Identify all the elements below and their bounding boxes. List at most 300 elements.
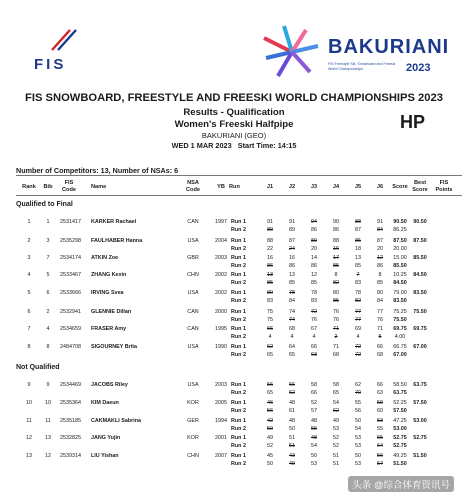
cell-judge-3: 85 xyxy=(311,280,317,286)
cell-best-score: 84.50 xyxy=(413,272,427,278)
col-score: Score xyxy=(392,184,408,190)
cell-judge-2: 61 xyxy=(289,408,295,414)
cell-judge-2: 65 xyxy=(289,352,295,358)
cell-judge-4: 54 xyxy=(333,400,339,406)
cell-best-score: 83.50 xyxy=(413,290,427,296)
cell-yb: 1997 xyxy=(215,219,227,225)
col-j1: J1 xyxy=(266,184,274,190)
fis-logo xyxy=(28,28,88,76)
cell-judge-3: 86 xyxy=(311,263,317,269)
venue: BAKURIANI (GEO) xyxy=(201,131,267,140)
cell-score: 85.50 xyxy=(393,263,407,269)
cell-score: 79.00 xyxy=(393,290,407,296)
cell-judge-2: 43 xyxy=(289,453,295,459)
cell-yb: 1990 xyxy=(215,344,227,350)
cell-name: SIGOURNEY Brita xyxy=(91,344,138,350)
cell-judge-4: 90 xyxy=(333,219,339,225)
cell-judge-3: 20 xyxy=(311,246,317,252)
cell-judge-4: 49 xyxy=(333,418,339,424)
cell-judge-6: 84 xyxy=(377,227,383,233)
cell-judge-2: 86 xyxy=(289,263,295,269)
cell-judge-1: 75 xyxy=(267,309,273,315)
cell-judge-2: 91 xyxy=(289,219,295,225)
cell-name: JANG Yujin xyxy=(91,435,121,441)
cell-judge-6: 59 xyxy=(377,400,383,406)
cell-judge-3: 86 xyxy=(311,227,317,233)
cell-yb: 2001 xyxy=(215,435,227,441)
cell-run: Run 2 xyxy=(231,317,246,323)
cell-rank: 3 xyxy=(27,255,31,261)
cell-judge-4: 51 xyxy=(333,453,339,459)
cell-judge-1: 91 xyxy=(267,219,273,225)
date-line xyxy=(0,141,468,150)
col-nsa-code: NSA Code xyxy=(186,180,200,193)
cell-bib: 10 xyxy=(45,400,51,406)
cell-judge-1: 66 xyxy=(267,326,273,332)
cell-score: 20.00 xyxy=(393,246,407,252)
col-best-score: Best Score xyxy=(412,180,428,193)
cell-judge-5: 78 xyxy=(355,290,361,296)
cell-yb: 2004 xyxy=(215,238,227,244)
cell-judge-5: 53 xyxy=(355,435,361,441)
cell-rank: 8 xyxy=(27,344,31,350)
cell-judge-3: 94 xyxy=(311,219,317,225)
cell-judge-2: 49 xyxy=(289,461,295,467)
cell-judge-6: 91 xyxy=(377,219,383,225)
cell-run: Run 1 xyxy=(231,326,246,332)
col-j5: J5 xyxy=(354,184,362,190)
cell-fis-code: 2535185 xyxy=(60,418,81,424)
cell-name: ZHANG Kexin xyxy=(91,272,127,278)
discipline-code: HP xyxy=(400,112,426,132)
cell-bib: 13 xyxy=(45,435,51,441)
cell-bib: 8 xyxy=(46,344,50,350)
cell-judge-5: 77 xyxy=(355,309,361,315)
championship-title: FIS SNOWBOARD, FREESTYLE AND FREESKI WORLD CHAMPIONSHIPS 2023 xyxy=(25,92,443,104)
cell-judge-3: 12 xyxy=(311,272,317,278)
cell-name: KARKER Rachael xyxy=(91,219,137,225)
cell-judge-1: 83 xyxy=(267,298,273,304)
cell-judge-6: 55 xyxy=(377,426,383,432)
cell-nsa: KOR xyxy=(187,435,199,441)
cell-score: 90.50 xyxy=(393,219,407,225)
cell-judge-5: 83 xyxy=(355,280,361,286)
cell-judge-6: 80 xyxy=(377,290,383,296)
cell-judge-5: 72 xyxy=(355,352,361,358)
cell-judge-4: 86 xyxy=(333,227,339,233)
cell-run: Run 2 xyxy=(231,408,246,414)
cell-best-score: 57.50 xyxy=(413,400,427,406)
competitor-summary: Number of Competitors: 13, Number of NSAs: 6 xyxy=(16,166,179,175)
bakuriani-logo xyxy=(258,22,448,82)
cell-judge-1: 65 xyxy=(267,352,273,358)
cell-judge-3: 14 xyxy=(311,255,317,261)
cell-run: Run 2 xyxy=(231,298,246,304)
header-top-rule xyxy=(16,175,462,176)
cell-fis-code: 2533666 xyxy=(60,290,81,296)
cell-judge-1: 56 xyxy=(267,408,273,414)
cell-yb: 2000 xyxy=(215,309,227,315)
watermark: 头条 @综合体育资讯号 xyxy=(348,476,454,492)
cell-judge-1: 49 xyxy=(267,435,273,441)
cell-judge-2: 51 xyxy=(289,443,295,449)
cell-judge-2: 64 xyxy=(289,344,295,350)
cell-name: JACOBS Riley xyxy=(91,382,128,388)
cell-run: Run 1 xyxy=(231,238,246,244)
cell-judge-3: 54 xyxy=(311,443,317,449)
cell-judge-3: 78 xyxy=(311,290,317,296)
cell-judge-3: 4 xyxy=(312,334,316,340)
cell-judge-3: 83 xyxy=(311,298,317,304)
cell-run: Run 2 xyxy=(231,246,246,252)
cell-score: 52.75 xyxy=(393,443,407,449)
fis-logo-text: FIS xyxy=(34,56,67,73)
cell-judge-4: 88 xyxy=(333,238,339,244)
cell-run: Run 2 xyxy=(231,334,246,340)
cell-judge-5: 85 xyxy=(355,263,361,269)
bakuriani-logo-subtitle: FIS Freestyle Ski, Snowboard and Freeski World Championships xyxy=(328,62,396,71)
cell-yb: 2002 xyxy=(215,272,227,278)
col-rank: Rank xyxy=(22,184,36,190)
cell-bib: 12 xyxy=(45,453,51,459)
cell-judge-1: 16 xyxy=(267,255,273,261)
cell-best-score: 63.75 xyxy=(413,382,427,388)
cell-score: 53.00 xyxy=(393,426,407,432)
cell-yb: 2003 xyxy=(215,382,227,388)
cell-fis-code: 2484708 xyxy=(60,344,81,350)
cell-fis-code: 2539314 xyxy=(60,453,81,459)
cell-nsa: CAN xyxy=(187,219,199,225)
cell-judge-4: 17 xyxy=(333,255,339,261)
cell-judge-1: 50 xyxy=(267,461,273,467)
cell-best-score: 87.50 xyxy=(413,238,427,244)
cell-judge-1: 42 xyxy=(267,418,273,424)
header-bottom-rule xyxy=(16,195,462,196)
cell-judge-1: 86 xyxy=(267,263,273,269)
bakuriani-star-icon xyxy=(258,22,328,82)
cell-judge-4: 68 xyxy=(333,352,339,358)
cell-judge-4: 80 xyxy=(333,290,339,296)
cell-rank: 6 xyxy=(27,309,31,315)
cell-fis-code: 2532941 xyxy=(60,309,81,315)
cell-yb: 2003 xyxy=(215,255,227,261)
cell-nsa: USA xyxy=(187,344,199,350)
cell-judge-6: 12 xyxy=(377,255,383,261)
cell-run: Run 1 xyxy=(231,435,246,441)
cell-judge-2: 74 xyxy=(289,309,295,315)
cell-run: Run 2 xyxy=(231,461,246,467)
cell-judge-3: 63 xyxy=(311,352,317,358)
cell-judge-3: 72 xyxy=(311,309,317,315)
cell-judge-3: 50 xyxy=(311,453,317,459)
cell-judge-2: 13 xyxy=(289,272,295,278)
cell-judge-4: 76 xyxy=(333,317,339,323)
cell-score: 63.75 xyxy=(393,390,407,396)
cell-judge-6: 76 xyxy=(377,317,383,323)
cell-judge-5: 62 xyxy=(355,382,361,388)
cell-name: CAKMAKLI Sabrina xyxy=(91,418,142,424)
cell-judge-5: 55 xyxy=(355,400,361,406)
cell-judge-4: 2 xyxy=(334,334,338,340)
cell-score: 69.75 xyxy=(393,326,407,332)
cell-run: Run 1 xyxy=(231,255,246,261)
cell-run: Run 2 xyxy=(231,227,246,233)
cell-score: 49.25 xyxy=(393,453,407,459)
section-not-qualified: Not Qualified xyxy=(16,364,60,371)
cell-best-score: 69.75 xyxy=(413,326,427,332)
cell-judge-5: 69 xyxy=(355,326,361,332)
cell-judge-1: 56 xyxy=(267,382,273,388)
cell-judge-1: 13 xyxy=(267,272,273,278)
cell-fis-code: 2534659 xyxy=(60,326,81,332)
cell-judge-4: 53 xyxy=(333,426,339,432)
cell-name: FRASER Amy xyxy=(91,326,127,332)
cell-judge-1: 22 xyxy=(267,246,273,252)
cell-judge-1: 88 xyxy=(267,238,273,244)
cell-best-score: 52.75 xyxy=(413,435,427,441)
cell-judge-5: 77 xyxy=(355,317,361,323)
col-name: Name xyxy=(91,184,107,190)
bakuriani-logo-year: 2023 xyxy=(406,62,431,74)
cell-judge-4: 85 xyxy=(333,298,339,304)
cell-rank: 5 xyxy=(27,290,31,296)
cell-judge-2: 4 xyxy=(290,334,294,340)
cell-judge-4: 52 xyxy=(333,435,339,441)
cell-fis-code: 2532825 xyxy=(60,435,81,441)
cell-judge-5: 53 xyxy=(355,461,361,467)
cell-score: 86.25 xyxy=(393,227,407,233)
cell-judge-2: 48 xyxy=(289,400,295,406)
cell-score: 84.50 xyxy=(393,280,407,286)
cell-score: 15.00 xyxy=(393,255,407,261)
cell-run: Run 1 xyxy=(231,309,246,315)
cell-yb: 2005 xyxy=(215,400,227,406)
cell-judge-3: 76 xyxy=(311,317,317,323)
col-fis-points: FIS Points xyxy=(435,180,453,193)
cell-bib: 7 xyxy=(46,255,50,261)
cell-judge-6: 87 xyxy=(377,238,383,244)
cell-score: 51.50 xyxy=(393,461,407,467)
cell-judge-3: 58 xyxy=(311,382,317,388)
cell-yb: 2002 xyxy=(215,290,227,296)
cell-judge-4: 71 xyxy=(333,326,339,332)
cell-judge-5: 70 xyxy=(355,390,361,396)
col-j3: J3 xyxy=(310,184,318,190)
cell-judge-5: 18 xyxy=(355,246,361,252)
cell-run: Run 1 xyxy=(231,382,246,388)
cell-rank: 2 xyxy=(27,238,31,244)
cell-name: IRVING Svea xyxy=(91,290,124,296)
cell-score: 83.50 xyxy=(393,298,407,304)
cell-score: 47.25 xyxy=(393,418,407,424)
cell-judge-5: 56 xyxy=(355,408,361,414)
cell-judge-6: 77 xyxy=(377,309,383,315)
cell-judge-1: 75 xyxy=(267,317,273,323)
col-run: Run xyxy=(229,184,240,190)
cell-judge-3: 48 xyxy=(311,435,317,441)
cell-score: 75.50 xyxy=(393,317,407,323)
cell-judge-5: 87 xyxy=(355,227,361,233)
cell-judge-6: 71 xyxy=(377,326,383,332)
cell-name: ATKIN Zoe xyxy=(91,255,119,261)
cell-run: Run 2 xyxy=(231,443,246,449)
cell-bib: 3 xyxy=(46,238,50,244)
cell-judge-2: 50 xyxy=(289,426,295,432)
cell-score: 4.00 xyxy=(394,334,406,340)
cell-fis-code: 2531417 xyxy=(60,219,81,225)
cell-judge-4: 62 xyxy=(333,408,339,414)
cell-judge-1: 4 xyxy=(268,334,272,340)
cell-judge-5: 53 xyxy=(355,443,361,449)
col-j2: J2 xyxy=(288,184,296,190)
cell-judge-6: 20 xyxy=(377,246,383,252)
cell-nsa: CHN xyxy=(187,272,199,278)
cell-fis-code: 2534174 xyxy=(60,255,81,261)
cell-judge-3: 57 xyxy=(311,408,317,414)
cell-score: 10.25 xyxy=(393,272,407,278)
event-name: Women's Freeski Halfpipe xyxy=(174,119,294,130)
cell-judge-4: 85 xyxy=(333,263,339,269)
results-heading: Results - Qualification xyxy=(183,107,285,118)
cell-judge-5: 82 xyxy=(355,298,361,304)
col-yb: YB xyxy=(217,184,225,190)
cell-judge-4: 71 xyxy=(333,344,339,350)
col-fis-code: FIS Code xyxy=(62,180,76,193)
cell-best-score: 90.50 xyxy=(413,219,427,225)
cell-judge-3: 53 xyxy=(311,461,317,467)
cell-rank: 13 xyxy=(26,453,32,459)
cell-fis-code: 2535364 xyxy=(60,400,81,406)
cell-rank: 12 xyxy=(26,435,32,441)
cell-judge-2: 68 xyxy=(289,326,295,332)
cell-judge-4: 16 xyxy=(333,246,339,252)
cell-bib: 2 xyxy=(46,309,50,315)
cell-judge-1: 52 xyxy=(267,443,273,449)
cell-judge-6: 8 xyxy=(378,272,382,278)
cell-judge-4: 65 xyxy=(333,390,339,396)
cell-judge-5: 50 xyxy=(355,453,361,459)
cell-rank: 9 xyxy=(27,382,31,388)
event-date: WED 1 MAR 2023 xyxy=(171,141,232,150)
cell-judge-2: 87 xyxy=(289,238,295,244)
cell-best-score: 51.50 xyxy=(413,453,427,459)
cell-yb: 1995 xyxy=(215,326,227,332)
cell-name: FAULHABER Hanna xyxy=(91,238,143,244)
cell-name: GLENNIE Dillan xyxy=(91,309,132,315)
cell-run: Run 1 xyxy=(231,344,246,350)
cell-score: 57.50 xyxy=(393,408,407,414)
cell-judge-4: 58 xyxy=(333,382,339,388)
cell-judge-1: 65 xyxy=(267,390,273,396)
cell-judge-3: 67 xyxy=(311,326,317,332)
cell-judge-6: 5 xyxy=(378,334,382,340)
cell-yb: 2007 xyxy=(215,453,227,459)
cell-judge-3: 52 xyxy=(311,400,317,406)
section-qualified: Qualified to Final xyxy=(16,201,73,208)
cell-judge-2: 62 xyxy=(289,390,295,396)
cell-bib: 5 xyxy=(46,272,50,278)
col-bib: Bib xyxy=(43,184,53,190)
cell-judge-4: 76 xyxy=(333,309,339,315)
cell-judge-1: 85 xyxy=(267,280,273,286)
cell-name: KIM Daeun xyxy=(91,400,119,406)
cell-best-score: 75.50 xyxy=(413,309,427,315)
cell-judge-6: 84 xyxy=(377,298,383,304)
col-j4: J4 xyxy=(332,184,340,190)
cell-judge-6: 55 xyxy=(377,435,383,441)
cell-judge-2: 85 xyxy=(289,280,295,286)
cell-score: 67.00 xyxy=(393,352,407,358)
cell-run: Run 2 xyxy=(231,390,246,396)
cell-judge-3: 66 xyxy=(311,344,317,350)
cell-judge-4: 8 xyxy=(334,272,338,278)
cell-best-score: 67.00 xyxy=(413,344,427,350)
cell-judge-3: 48 xyxy=(311,418,317,424)
cell-nsa: CHN xyxy=(187,453,199,459)
cell-score: 58.50 xyxy=(393,382,407,388)
cell-nsa: USA xyxy=(187,238,199,244)
cell-judge-2: 74 xyxy=(289,317,295,323)
cell-name: LIU Yishan xyxy=(91,453,119,459)
cell-bib: 11 xyxy=(45,418,51,424)
cell-run: Run 1 xyxy=(231,400,246,406)
cell-judge-5: 13 xyxy=(355,255,361,261)
cell-bib: 6 xyxy=(46,290,50,296)
cell-judge-6: 56 xyxy=(377,453,383,459)
cell-judge-5: 88 xyxy=(355,219,361,225)
cell-judge-6: 85 xyxy=(377,280,383,286)
cell-judge-6: 86 xyxy=(377,263,383,269)
cell-judge-2: 78 xyxy=(289,290,295,296)
cell-bib: 1 xyxy=(46,219,50,225)
cell-judge-1: 89 xyxy=(267,227,273,233)
cell-rank: 4 xyxy=(27,272,31,278)
cell-judge-6: 64 xyxy=(377,443,383,449)
cell-run: Run 2 xyxy=(231,280,246,286)
cell-best-score: 85.50 xyxy=(413,255,427,261)
cell-judge-5: 50 xyxy=(355,418,361,424)
cell-yb: 1994 xyxy=(215,418,227,424)
cell-judge-3: 89 xyxy=(311,238,317,244)
cell-rank: 11 xyxy=(26,418,32,424)
cell-rank: 7 xyxy=(27,326,31,332)
cell-run: Run 2 xyxy=(231,352,246,358)
cell-judge-2: 51 xyxy=(289,435,295,441)
cell-fis-code: 2533467 xyxy=(60,272,81,278)
cell-judge-5: 72 xyxy=(355,344,361,350)
cell-judge-5: 7 xyxy=(356,272,360,278)
cell-judge-5: 54 xyxy=(355,426,361,432)
cell-run: Run 2 xyxy=(231,426,246,432)
cell-score: 75.25 xyxy=(393,309,407,315)
cell-judge-5: 4 xyxy=(356,334,360,340)
cell-score: 52.25 xyxy=(393,400,407,406)
cell-rank: 1 xyxy=(27,219,31,225)
cell-score: 66.75 xyxy=(393,344,407,350)
cell-fis-code: 2535298 xyxy=(60,238,81,244)
cell-nsa: KOR xyxy=(187,400,199,406)
bakuriani-logo-name: BAKURIANI xyxy=(328,36,450,58)
cell-run: Run 1 xyxy=(231,219,246,225)
cell-judge-1: 50 xyxy=(267,426,273,432)
cell-judge-2: 66 xyxy=(289,382,295,388)
cell-judge-5: 85 xyxy=(355,238,361,244)
cell-nsa: USA xyxy=(187,382,199,388)
cell-run: Run 1 xyxy=(231,290,246,296)
cell-judge-6: 63 xyxy=(377,390,383,396)
cell-judge-6: 66 xyxy=(377,382,383,388)
cell-best-score: 53.00 xyxy=(413,418,427,424)
